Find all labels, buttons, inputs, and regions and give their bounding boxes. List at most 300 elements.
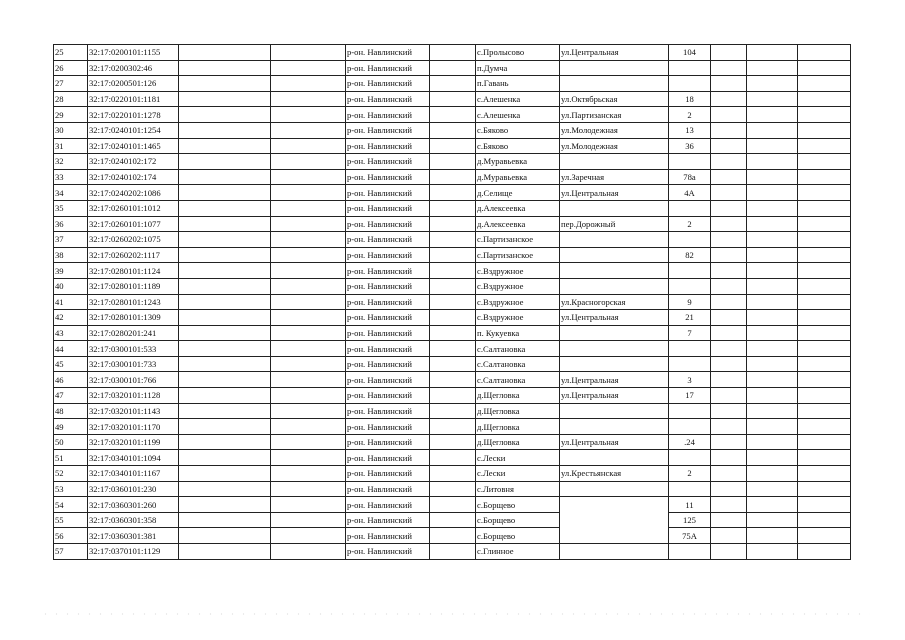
empty-cell	[271, 91, 346, 107]
empty-cell	[798, 216, 851, 232]
empty-cell	[179, 403, 271, 419]
locality: с.Лески	[476, 450, 560, 466]
row-number: 29	[54, 107, 88, 123]
empty-cell	[798, 107, 851, 123]
empty-cell	[430, 107, 476, 123]
empty-cell	[271, 466, 346, 482]
district: р-он. Навлинский	[346, 434, 430, 450]
street	[560, 247, 669, 263]
empty-cell	[271, 45, 346, 61]
street	[560, 76, 669, 92]
locality: д.Щегловка	[476, 434, 560, 450]
empty-cell	[271, 169, 346, 185]
street: ул.Центральная	[560, 434, 669, 450]
house-number	[669, 450, 711, 466]
house-number	[669, 403, 711, 419]
empty-cell	[747, 294, 798, 310]
district: р-он. Навлинский	[346, 45, 430, 61]
table-row	[54, 200, 851, 216]
empty-cell	[179, 544, 271, 560]
cadastral-number: 32:17:0360301:260	[88, 497, 179, 513]
empty-cell	[798, 310, 851, 326]
district: р-он. Навлинский	[346, 450, 430, 466]
empty-cell	[798, 247, 851, 263]
empty-cell	[430, 169, 476, 185]
row-number: 30	[54, 122, 88, 138]
district: р-он. Навлинский	[346, 544, 430, 560]
empty-cell	[430, 122, 476, 138]
district: р-он. Навлинский	[346, 528, 430, 544]
row-number: 35	[54, 200, 88, 216]
street	[560, 60, 669, 76]
table-row	[54, 107, 851, 123]
street	[560, 419, 669, 435]
empty-cell	[798, 341, 851, 357]
scan-artifact	[40, 612, 870, 616]
locality: п.Думча	[476, 60, 560, 76]
street	[560, 154, 669, 170]
table-row	[54, 356, 851, 372]
empty-cell	[711, 528, 747, 544]
empty-cell	[179, 341, 271, 357]
empty-cell	[711, 138, 747, 154]
house-number	[669, 263, 711, 279]
empty-cell	[798, 356, 851, 372]
empty-cell	[711, 466, 747, 482]
table-row	[54, 263, 851, 279]
house-number: 7	[669, 325, 711, 341]
empty-cell	[747, 232, 798, 248]
empty-cell	[747, 263, 798, 279]
empty-cell	[711, 45, 747, 61]
street: ул.Заречная	[560, 169, 669, 185]
empty-cell	[711, 294, 747, 310]
row-number: 54	[54, 497, 88, 513]
empty-cell	[179, 216, 271, 232]
empty-cell	[271, 60, 346, 76]
empty-cell	[179, 294, 271, 310]
empty-cell	[798, 294, 851, 310]
empty-cell	[798, 419, 851, 435]
empty-cell	[798, 169, 851, 185]
row-number: 31	[54, 138, 88, 154]
district: р-он. Навлинский	[346, 232, 430, 248]
empty-cell	[798, 481, 851, 497]
district: р-он. Навлинский	[346, 419, 430, 435]
house-number	[669, 232, 711, 248]
house-number	[669, 544, 711, 560]
empty-cell	[430, 91, 476, 107]
empty-cell	[798, 60, 851, 76]
row-number: 46	[54, 372, 88, 388]
locality: п.Гавань	[476, 76, 560, 92]
locality: с.Салтановка	[476, 372, 560, 388]
house-number	[669, 278, 711, 294]
district: р-он. Навлинский	[346, 278, 430, 294]
house-number	[669, 481, 711, 497]
empty-cell	[711, 310, 747, 326]
cadastral-number: 32:17:0320101:1170	[88, 419, 179, 435]
table-row	[54, 278, 851, 294]
locality: д.Селище	[476, 185, 560, 201]
house-number	[669, 76, 711, 92]
empty-cell	[179, 528, 271, 544]
empty-cell	[711, 544, 747, 560]
empty-cell	[430, 341, 476, 357]
house-number	[669, 200, 711, 216]
empty-cell	[711, 232, 747, 248]
empty-cell	[430, 138, 476, 154]
cadastral-number: 32:17:0220101:1181	[88, 91, 179, 107]
house-number: 104	[669, 45, 711, 61]
empty-cell	[430, 388, 476, 404]
cadastral-number: 32:17:0200302:46	[88, 60, 179, 76]
district: р-он. Навлинский	[346, 325, 430, 341]
empty-cell	[711, 278, 747, 294]
empty-cell	[430, 76, 476, 92]
empty-cell	[179, 45, 271, 61]
empty-cell	[798, 325, 851, 341]
empty-cell	[179, 185, 271, 201]
table-row	[54, 528, 851, 544]
registry-rows	[54, 45, 851, 560]
cadastral-number: 32:17:0200101:1155	[88, 45, 179, 61]
locality: д.Алексеевка	[476, 200, 560, 216]
cadastral-number: 32:17:0340101:1094	[88, 450, 179, 466]
cadastral-number: 32:17:0260202:1117	[88, 247, 179, 263]
row-number: 41	[54, 294, 88, 310]
table-row	[54, 247, 851, 263]
empty-cell	[179, 278, 271, 294]
empty-cell	[747, 60, 798, 76]
row-number: 27	[54, 76, 88, 92]
house-number: 125	[669, 512, 711, 528]
empty-cell	[798, 185, 851, 201]
table-row	[54, 434, 851, 450]
empty-cell	[711, 169, 747, 185]
house-number: 13	[669, 122, 711, 138]
house-number: 21	[669, 310, 711, 326]
cadastral-number: 32:17:0240202:1086	[88, 185, 179, 201]
district: р-он. Навлинский	[346, 466, 430, 482]
empty-cell	[179, 76, 271, 92]
empty-cell	[430, 372, 476, 388]
empty-cell	[430, 356, 476, 372]
locality: д.Муравьевка	[476, 154, 560, 170]
empty-cell	[711, 372, 747, 388]
cadastral-number: 32:17:0240101:1254	[88, 122, 179, 138]
empty-cell	[798, 138, 851, 154]
street: ул.Центральная	[560, 45, 669, 61]
locality: д.Алексеевка	[476, 216, 560, 232]
empty-cell	[798, 528, 851, 544]
empty-cell	[271, 216, 346, 232]
empty-cell	[430, 466, 476, 482]
table-row	[54, 122, 851, 138]
empty-cell	[711, 263, 747, 279]
district: р-он. Навлинский	[346, 169, 430, 185]
empty-cell	[798, 278, 851, 294]
street: ул.Центральная	[560, 372, 669, 388]
district: р-он. Навлинский	[346, 372, 430, 388]
empty-cell	[271, 544, 346, 560]
empty-cell	[711, 388, 747, 404]
cadastral-number: 32:17:0240102:172	[88, 154, 179, 170]
empty-cell	[179, 372, 271, 388]
row-number: 49	[54, 419, 88, 435]
street	[560, 341, 669, 357]
empty-cell	[179, 247, 271, 263]
empty-cell	[430, 154, 476, 170]
empty-cell	[711, 325, 747, 341]
empty-cell	[430, 232, 476, 248]
empty-cell	[430, 419, 476, 435]
empty-cell	[271, 481, 346, 497]
empty-cell	[271, 325, 346, 341]
cadastral-number: 32:17:0360301:381	[88, 528, 179, 544]
empty-cell	[747, 481, 798, 497]
locality: с.Алешенка	[476, 91, 560, 107]
empty-cell	[798, 45, 851, 61]
row-number: 45	[54, 356, 88, 372]
empty-cell	[430, 278, 476, 294]
street: ул.Октябрьская	[560, 91, 669, 107]
empty-cell	[271, 138, 346, 154]
empty-cell	[271, 185, 346, 201]
district: р-он. Навлинский	[346, 512, 430, 528]
empty-cell	[271, 122, 346, 138]
empty-cell	[798, 466, 851, 482]
cadastral-number: 32:17:0280101:1189	[88, 278, 179, 294]
house-number: 2	[669, 466, 711, 482]
registry-table	[53, 44, 851, 560]
row-number: 55	[54, 512, 88, 528]
empty-cell	[179, 419, 271, 435]
house-number: .24	[669, 434, 711, 450]
locality: д.Щегловка	[476, 388, 560, 404]
empty-cell	[179, 107, 271, 123]
cadastral-number: 32:17:0320101:1199	[88, 434, 179, 450]
empty-cell	[747, 45, 798, 61]
district: р-он. Навлинский	[346, 185, 430, 201]
empty-cell	[747, 169, 798, 185]
table-row	[54, 544, 851, 560]
empty-cell	[430, 45, 476, 61]
table-row	[54, 388, 851, 404]
street: ул.Молодежная	[560, 138, 669, 154]
table-row	[54, 216, 851, 232]
empty-cell	[179, 466, 271, 482]
cadastral-number: 32:17:0300101:533	[88, 341, 179, 357]
empty-cell	[271, 356, 346, 372]
street: ул.Молодежная	[560, 122, 669, 138]
row-number: 28	[54, 91, 88, 107]
locality: с.Борщево	[476, 497, 560, 513]
empty-cell	[179, 263, 271, 279]
empty-cell	[711, 200, 747, 216]
table-row	[54, 45, 851, 61]
cadastral-number: 32:17:0240101:1465	[88, 138, 179, 154]
locality: с.Бяково	[476, 138, 560, 154]
empty-cell	[747, 372, 798, 388]
cadastral-number: 32:17:0360101:230	[88, 481, 179, 497]
table-row	[54, 512, 851, 528]
street: ул.Красногорская	[560, 294, 669, 310]
empty-cell	[271, 232, 346, 248]
empty-cell	[711, 122, 747, 138]
street	[560, 544, 669, 560]
locality: с.Лески	[476, 466, 560, 482]
cadastral-number: 32:17:0200501:126	[88, 76, 179, 92]
cadastral-number: 32:17:0300101:733	[88, 356, 179, 372]
empty-cell	[179, 122, 271, 138]
locality: с.Пролысово	[476, 45, 560, 61]
locality: с.Вздружное	[476, 310, 560, 326]
house-number	[669, 419, 711, 435]
cadastral-number: 32:17:0320101:1128	[88, 388, 179, 404]
empty-cell	[179, 388, 271, 404]
empty-cell	[271, 403, 346, 419]
row-number: 37	[54, 232, 88, 248]
empty-cell	[430, 60, 476, 76]
empty-cell	[271, 497, 346, 513]
locality: д.Щегловка	[476, 403, 560, 419]
empty-cell	[271, 294, 346, 310]
locality: с.Партизанское	[476, 232, 560, 248]
row-number: 53	[54, 481, 88, 497]
empty-cell	[179, 512, 271, 528]
cadastral-number: 32:17:0280101:1309	[88, 310, 179, 326]
empty-cell	[271, 388, 346, 404]
empty-cell	[271, 200, 346, 216]
row-number: 44	[54, 341, 88, 357]
house-number	[669, 341, 711, 357]
house-number: 18	[669, 91, 711, 107]
street: ул.Центральная	[560, 310, 669, 326]
empty-cell	[747, 341, 798, 357]
empty-cell	[747, 497, 798, 513]
row-number: 43	[54, 325, 88, 341]
empty-cell	[430, 247, 476, 263]
empty-cell	[430, 185, 476, 201]
empty-cell	[179, 310, 271, 326]
empty-cell	[798, 434, 851, 450]
table-row	[54, 185, 851, 201]
locality: с.Глинное	[476, 544, 560, 560]
district: р-он. Навлинский	[346, 107, 430, 123]
empty-cell	[798, 512, 851, 528]
table-row	[54, 91, 851, 107]
table-row	[54, 154, 851, 170]
table-row	[54, 450, 851, 466]
street	[560, 481, 669, 497]
empty-cell	[271, 341, 346, 357]
empty-cell	[430, 512, 476, 528]
street: ул.Центральная	[560, 388, 669, 404]
empty-cell	[179, 434, 271, 450]
empty-cell	[179, 200, 271, 216]
house-number: 11	[669, 497, 711, 513]
district: р-он. Навлинский	[346, 200, 430, 216]
locality: с.Вздружное	[476, 278, 560, 294]
house-number: 36	[669, 138, 711, 154]
house-number: 4А	[669, 185, 711, 201]
cadastral-number: 32:17:0370101:1129	[88, 544, 179, 560]
empty-cell	[271, 247, 346, 263]
row-number: 50	[54, 434, 88, 450]
empty-cell	[711, 60, 747, 76]
empty-cell	[747, 419, 798, 435]
row-number: 39	[54, 263, 88, 279]
empty-cell	[179, 450, 271, 466]
table-row	[54, 76, 851, 92]
empty-cell	[747, 528, 798, 544]
locality: с.Салтановка	[476, 356, 560, 372]
locality: д.Щегловка	[476, 419, 560, 435]
empty-cell	[711, 419, 747, 435]
cadastral-number: 32:17:0280201:241	[88, 325, 179, 341]
cadastral-number: 32:17:0260101:1012	[88, 200, 179, 216]
cadastral-number: 32:17:0240102:174	[88, 169, 179, 185]
table-row	[54, 60, 851, 76]
row-number: 57	[54, 544, 88, 560]
locality: с.Салтановка	[476, 341, 560, 357]
empty-cell	[179, 356, 271, 372]
empty-cell	[430, 544, 476, 560]
empty-cell	[430, 450, 476, 466]
house-number	[669, 60, 711, 76]
district: р-он. Навлинский	[346, 356, 430, 372]
house-number: 2	[669, 216, 711, 232]
street	[560, 528, 669, 544]
street	[560, 232, 669, 248]
district: р-он. Навлинский	[346, 388, 430, 404]
empty-cell	[747, 325, 798, 341]
district: р-он. Навлинский	[346, 294, 430, 310]
empty-cell	[430, 403, 476, 419]
district: р-он. Навлинский	[346, 247, 430, 263]
empty-cell	[747, 310, 798, 326]
locality: с.Алешенка	[476, 107, 560, 123]
empty-cell	[430, 434, 476, 450]
street	[560, 403, 669, 419]
row-number: 33	[54, 169, 88, 185]
table-row	[54, 138, 851, 154]
empty-cell	[798, 122, 851, 138]
district: р-он. Навлинский	[346, 91, 430, 107]
registry-sheet	[53, 44, 851, 560]
house-number: 82	[669, 247, 711, 263]
empty-cell	[271, 263, 346, 279]
street	[560, 325, 669, 341]
row-number: 42	[54, 310, 88, 326]
empty-cell	[430, 481, 476, 497]
house-number	[669, 356, 711, 372]
empty-cell	[430, 294, 476, 310]
district: р-он. Навлинский	[346, 122, 430, 138]
empty-cell	[711, 434, 747, 450]
district: р-он. Навлинский	[346, 76, 430, 92]
empty-cell	[747, 216, 798, 232]
row-number: 47	[54, 388, 88, 404]
locality: с.Литовня	[476, 481, 560, 497]
district: р-он. Навлинский	[346, 403, 430, 419]
empty-cell	[179, 138, 271, 154]
table-row	[54, 403, 851, 419]
empty-cell	[798, 263, 851, 279]
empty-cell	[711, 512, 747, 528]
cadastral-number: 32:17:0360301:358	[88, 512, 179, 528]
